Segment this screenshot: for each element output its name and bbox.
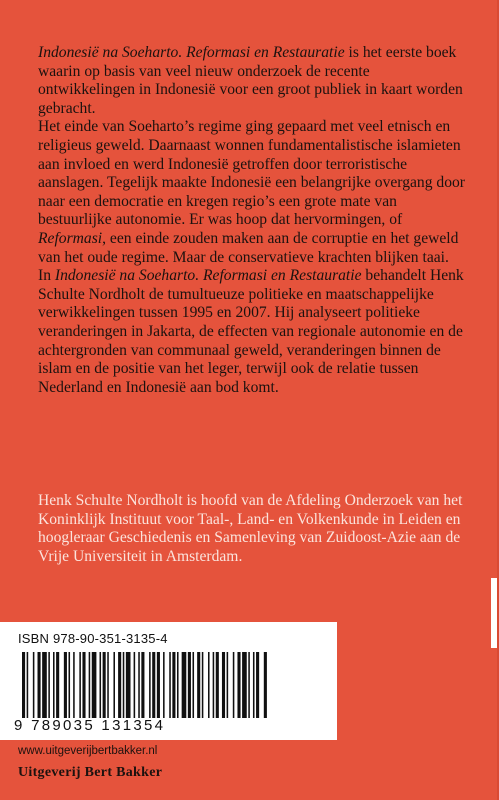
barcode-box: [0, 622, 337, 740]
blurb-paragraph-3: [38, 267, 468, 397]
isbn-label: ISBN 978-90-351-3135-4: [18, 631, 168, 646]
book-title-italic: Indonesië na Soeharto. Reformasi en Restauratie: [38, 44, 345, 61]
barcode-digits: 9 789035 131354: [14, 717, 166, 734]
blurb-text: [38, 44, 468, 397]
blurb-paragraph-1: [38, 44, 468, 118]
book-title-italic-2: Indonesië na Soeharto. Reformasi en Restauratie: [54, 267, 362, 285]
blurb-p1-text: is het eerste boek waarin op basis van veel nieuw onderzoek de recente ontwikkelingen in Indonesië voor een groot publiek in kaart worden gebracht.: [38, 44, 463, 117]
blurb-paragraph-2: [38, 118, 468, 267]
blurb-p3-text-b: behandelt Henk Schulte Nordholt de tumultueuze politieke en maatschappelijke verwikkelingen tussen 1995 en 2007. Hij analyseert politieke veranderingen in Jakarta, de effecten van regionale autonomie en de achtergronden van communaal geweld, veranderingen binnen de islam en de positie van het leger, terwijl ook de relatie tussen Nederland en Indonesië aan bod komt.: [38, 267, 464, 396]
reformasi-italic: Reformasi: [38, 229, 103, 247]
blurb-p3-text-a: In: [38, 267, 55, 285]
author-bio: Henk Schulte Nordholt is hoofd van de Afdeling Onderzoek van het Koninklijk Instituut voor Taal-, Land- en Volkenkunde in Leiden en hoogleraar Geschiedenis en Samenleving van Zuidoost-Azie aan de Vrije Universiteit in Amsterdam.: [38, 492, 463, 565]
barcode-graphic: [20, 652, 270, 718]
publisher-website: www.uitgeverijbertbakker.nl: [18, 745, 158, 757]
publisher-name: Uitgeverij Bert Bakker: [18, 765, 163, 780]
blurb-p2-text-b: , een einde zouden maken aan de corruptie en het geweld van het oude regime. Maar de conservatieve krachten blijken taai.: [38, 229, 459, 266]
blurb-p2-text-a: Het einde van Soeharto’s regime ging gepaard met veel etnisch en religieus geweld. Daarnaast wonnen fundamentalistische islamieten aan invloed en werd Indonesië getroffen door terroristische aanslagen. Tegelijk maakte Indonesië een belangrijke overgang door naar een democratie en kregen regio’s een grote mate van bestuurlijke autonomie. Er was hoop dat hervormingen, of: [38, 118, 466, 229]
